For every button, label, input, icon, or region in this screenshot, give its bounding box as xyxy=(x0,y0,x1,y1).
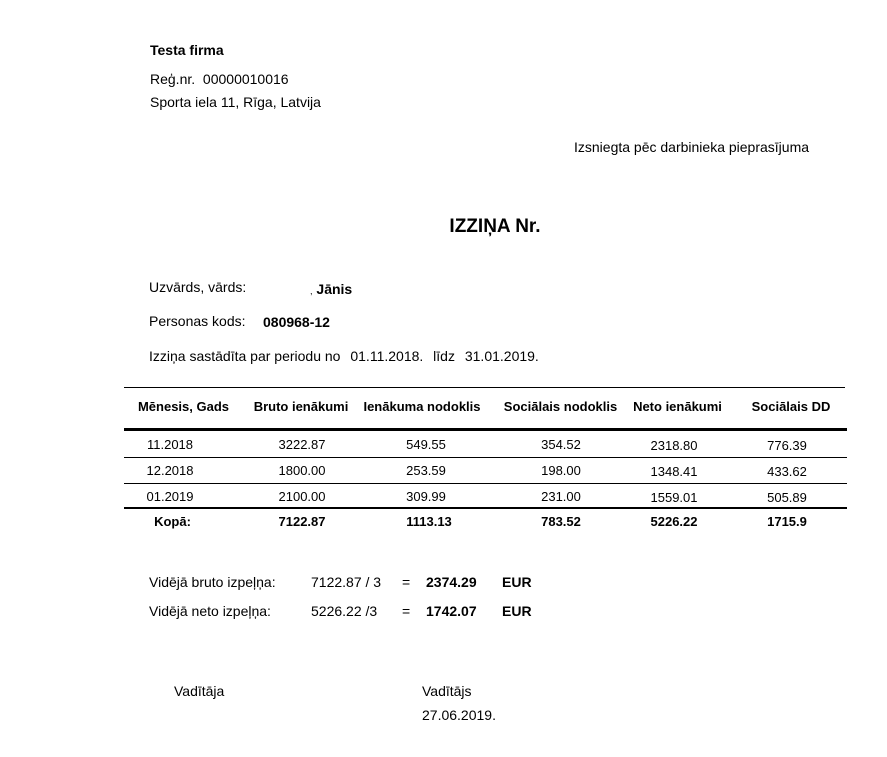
signature-left-label: Vadītāja xyxy=(174,683,225,699)
period-text: Izziņa sastādīta par periodu no xyxy=(149,348,341,364)
avg-net-currency: EUR xyxy=(502,603,532,619)
name-value xyxy=(310,281,352,297)
personal-code-label: Personas kods: xyxy=(149,313,246,329)
table-header-net: Neto ienākumi xyxy=(633,399,722,414)
avg-net-result: 1742.07 xyxy=(426,603,477,619)
table-cell: 433.62 xyxy=(767,464,807,479)
issued-note: Izsniegta pēc darbinieka pieprasījuma xyxy=(574,139,810,155)
name-label: Uzvārds, vārds: xyxy=(149,279,247,295)
totals-cell: 5226.22 xyxy=(650,514,698,529)
table-cell: 1800.00 xyxy=(278,463,326,478)
personal-code-value: 080968-12 xyxy=(263,314,330,330)
table-top-rule xyxy=(124,387,845,388)
table-header-income-tax: Ienākuma nodoklis xyxy=(363,399,481,414)
totals-label: Kopā: xyxy=(154,514,191,529)
table-cell: 549.55 xyxy=(406,437,446,452)
totals-cell: 7122.87 xyxy=(278,514,326,529)
avg-gross-equals: = xyxy=(402,574,411,590)
table-row-rule xyxy=(124,457,847,458)
totals-cell: 1715.9 xyxy=(767,514,807,529)
document-title: IZZIŅA Nr. xyxy=(449,216,541,237)
avg-gross-result: 2374.29 xyxy=(426,574,477,590)
period-to: 31.01.2019. xyxy=(464,348,539,364)
table-header-social-dd: Sociālais DD xyxy=(751,399,831,414)
table-cell: 776.39 xyxy=(767,438,807,453)
totals-cell: 1113.13 xyxy=(406,514,452,529)
table-cell: 3222.87 xyxy=(278,437,326,452)
document-date: 27.06.2019. xyxy=(422,707,496,723)
name-text: Jānis xyxy=(316,281,353,297)
avg-gross-formula: 7122.87 / 3 xyxy=(311,574,382,590)
table-cell: 354.52 xyxy=(541,437,581,452)
table-header-rule xyxy=(124,428,847,431)
period-from: 01.11.2018. xyxy=(350,348,424,364)
avg-gross-currency: EUR xyxy=(502,574,532,590)
table-cell: 505.89 xyxy=(767,490,807,505)
table-header-gross: Bruto ienākumi xyxy=(253,399,349,414)
registration-number xyxy=(150,71,289,87)
reg-label: Reģ.nr. xyxy=(150,71,196,87)
table-cell: 01.2019 xyxy=(146,489,194,504)
table-cell: 11.2018 xyxy=(146,437,194,452)
name-prefix-mark: , xyxy=(310,286,313,296)
company-name: Testa firma xyxy=(150,42,224,58)
avg-net-formula: 5226.22 /3 xyxy=(311,603,378,619)
period-line xyxy=(149,348,545,364)
signature-right-label: Vadītājs xyxy=(422,683,472,699)
totals-cell: 783.52 xyxy=(541,514,581,529)
table-cell: 231.00 xyxy=(541,489,581,504)
avg-net-equals: = xyxy=(402,603,411,619)
table-cell: 253.59 xyxy=(406,463,446,478)
reg-value: 00000010016 xyxy=(202,71,289,87)
period-to-word: līdz xyxy=(433,348,455,364)
table-totals-rule xyxy=(124,507,847,509)
table-cell: 1348.41 xyxy=(650,464,698,479)
table-header-month: Mēnesis, Gads xyxy=(137,399,230,414)
table-row-rule xyxy=(124,483,847,484)
table-cell: 2100.00 xyxy=(278,489,326,504)
table-cell: 198.00 xyxy=(541,463,581,478)
avg-net-label: Vidējā neto izpeļņa: xyxy=(149,603,271,619)
company-address: Sporta iela 11, Rīga, Latvija xyxy=(150,94,321,110)
table-cell: 309.99 xyxy=(406,489,446,504)
table-header-social-tax: Sociālais nodoklis xyxy=(503,399,618,414)
avg-gross-label: Vidējā bruto izpeļņa: xyxy=(149,574,276,590)
table-cell: 1559.01 xyxy=(650,490,698,505)
table-cell: 12.2018 xyxy=(146,463,194,478)
table-cell: 2318.80 xyxy=(650,438,698,453)
